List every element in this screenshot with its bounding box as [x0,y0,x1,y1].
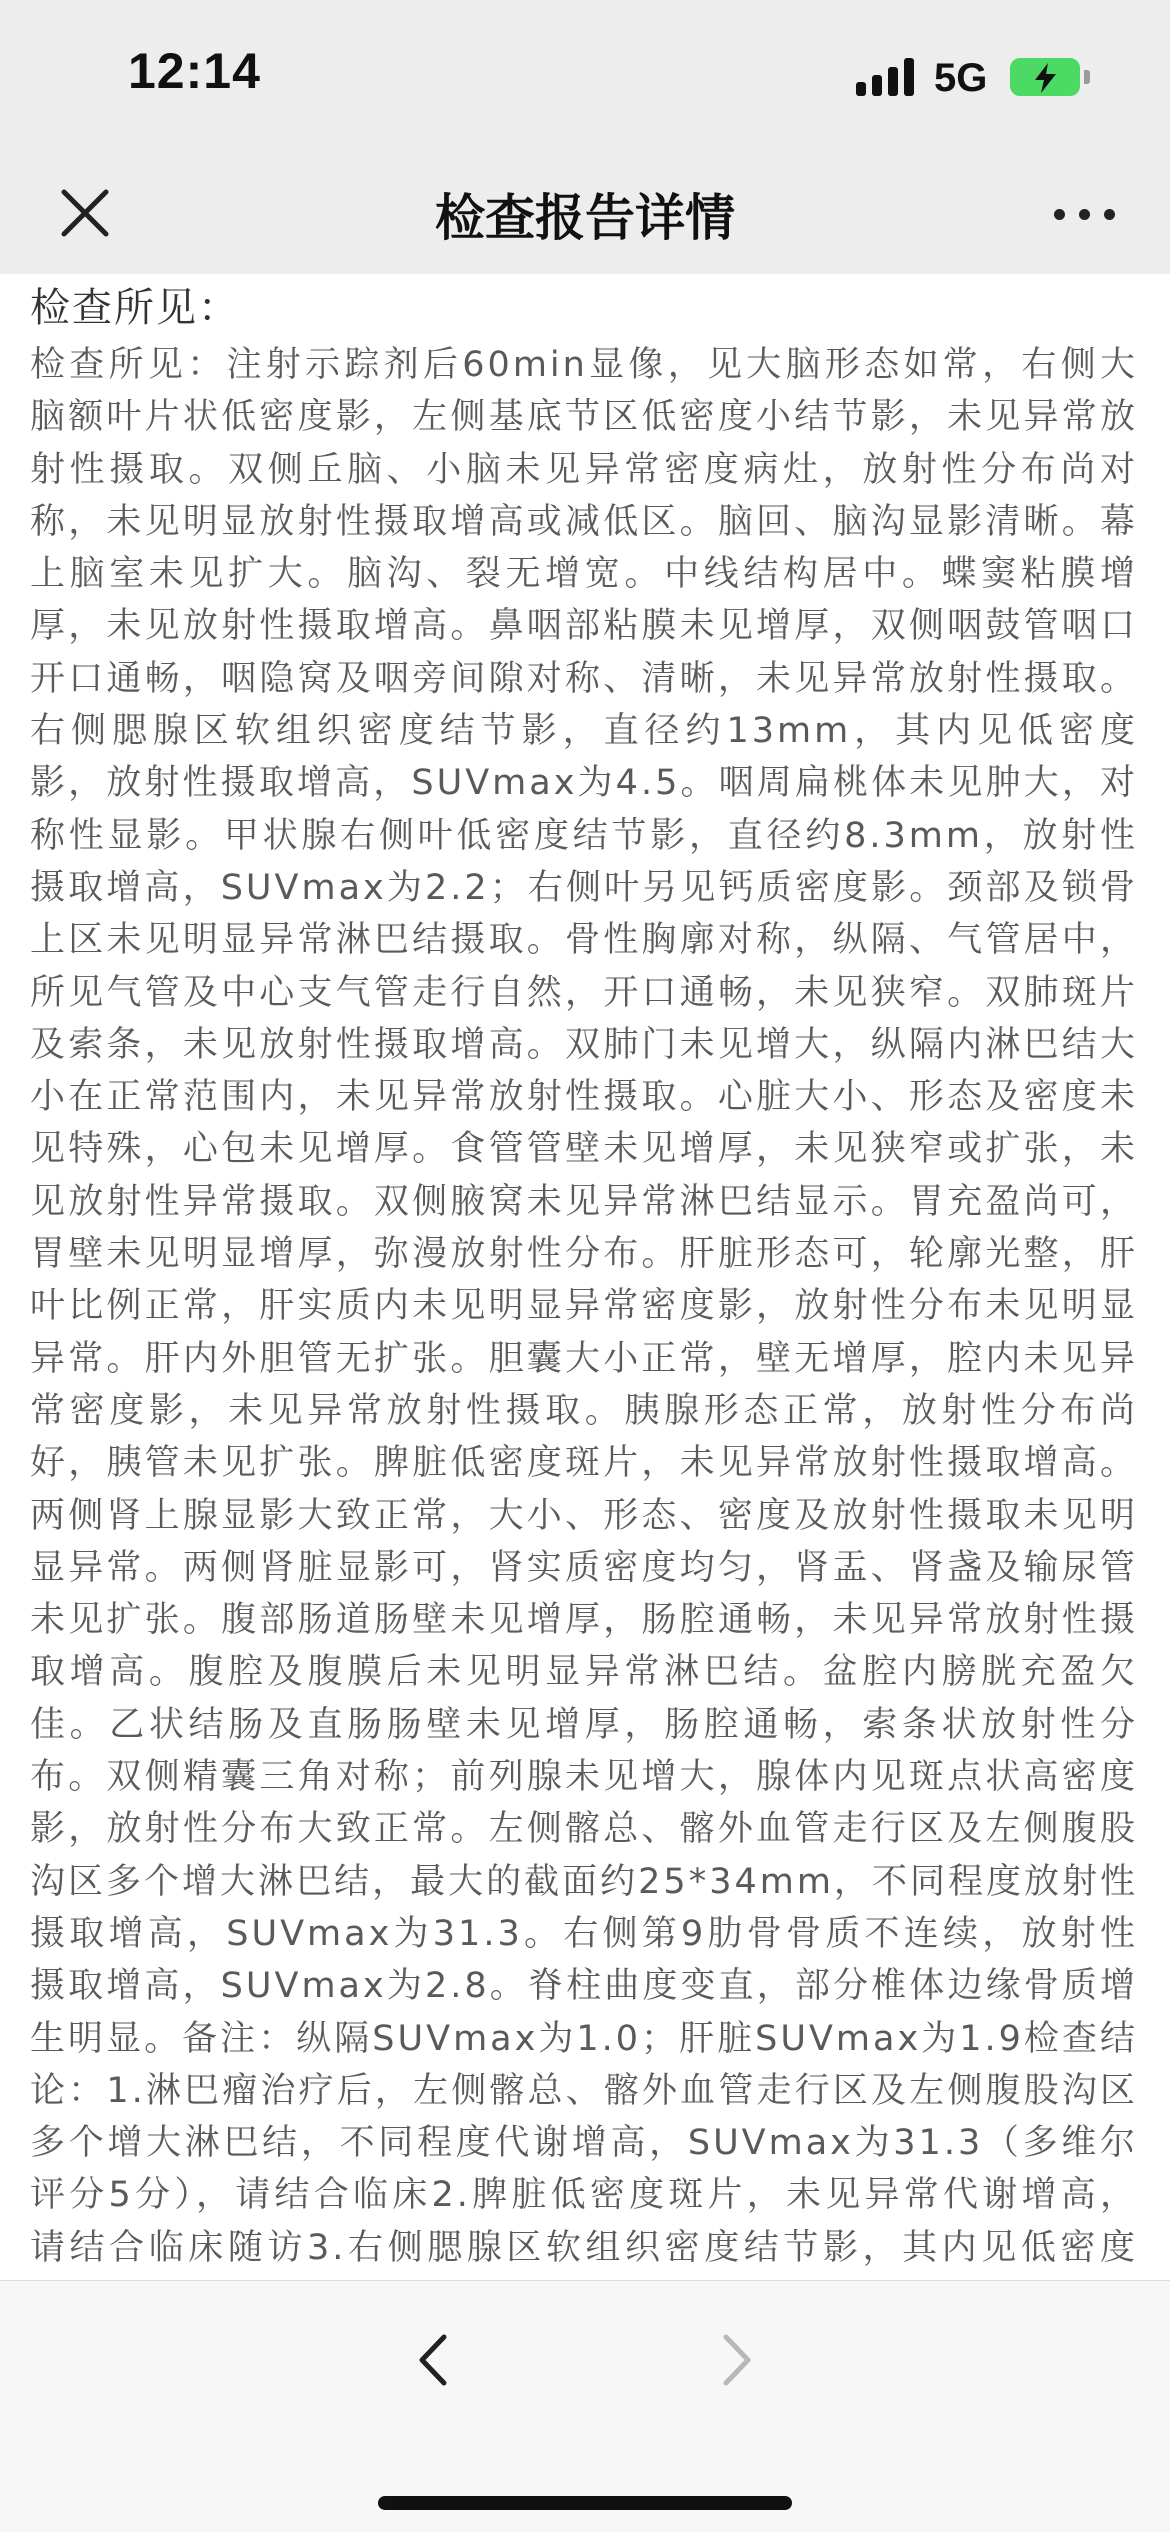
signal-icon [856,58,916,96]
network-type: 5G [934,56,988,100]
home-indicator[interactable] [378,2496,792,2510]
status-bar [0,0,1170,150]
back-button[interactable] [400,2325,470,2395]
battery-icon [1010,58,1080,96]
nav-bar [0,150,1170,274]
forward-button[interactable] [700,2325,770,2395]
report-content[interactable] [0,274,1170,2280]
chevron-right-icon [700,2325,770,2395]
status-time: 12:14 [128,43,261,99]
page-title: 检查报告详情 [435,189,735,247]
more-icon [1054,209,1065,220]
battery-tip [1084,70,1090,84]
more-button[interactable] [1050,194,1120,234]
bottom-toolbar [0,2280,1170,2532]
chevron-left-icon [400,2325,470,2395]
report-text: 检查所见：注射示踪剂后60min显像，见大脑形态如常，右侧大脑额叶片状低密度影，左侧基底节区低密度小结节影，未见异常放射性摄取。双侧丘脑、小脑未见异常密度病灶，放射性分布尚对称，未见明显放射性摄取增高或减低区。脑回、脑沟显影清晰。幕上脑室未见扩大。脑沟、裂无增宽。中线结构居中。蝶窦粘膜增厚，未见放射性摄取增高。鼻咽部粘膜未见增厚，双侧咽鼓管咽口开口通畅，咽隐窝及咽旁间隙对称、清晰，未见异常放射性摄取。右侧腮腺区软组织密度结节影，直径约13mm，其内见低密度影，放射性摄取增高，SUVmax为4.5。咽周扁桃体未见肿大，对称性显影。甲状腺右侧叶低密度结节影，直径约8.3mm，放射性摄取增高，SUVmax为2.2；右侧叶另见钙质密度影。颈部及锁骨上区未见明显异常淋巴结摄取。骨性胸廓对称，纵隔、气管居中，所见气管及中心支气管走行自然，开口通畅，未见狭窄。双肺斑片及索条，未见放射性摄取增高。双肺门未见增大，纵隔内淋巴结大小在正常范围内，未见异常放射性摄取。心脏大小、形态及密度未见特殊，心包未见增厚。食管管壁未见增厚，未见狭窄或扩张，未见放射性异常摄取。双侧腋窝未见异常淋巴结显示。胃充盈尚可，胃壁未见明显增厚，弥漫放射性分布。肝脏形态可，轮廓光整，肝叶比例正常，肝实质内未见明显异常密度影，放射性分布未见明显异常。肝内外胆管无扩张。胆囊大小正常，壁无增厚，腔内未见异常密度影，未见异常放射性摄取。胰腺形态正常，放射性分布尚好，胰管未见扩张。脾脏低密度斑片，未见异常放射性摄取增高。两侧肾上腺显影大致正常，大小、形态、密度及放射性摄取未见明显异常。两侧肾脏显影可，肾实质密度均匀，肾盂、肾盏及输尿管未见扩张。腹部肠道肠壁未见增厚，肠腔通畅，未见异常放射性摄取增高。腹腔及腹膜后未见明显异常淋巴结。盆腔内膀胱充盈欠佳。乙状结肠及直肠肠壁未见增厚，肠腔通畅，索条状放射性分布。双侧精囊三角对称；前列腺未见增大，腺体内见斑点状高密度影，放射性分布大致正常。左侧髂总、髂外血管走行区及左侧腹股沟区多个增大淋巴结，最大的截面约25*34mm，不同程度放射性摄取增高，SUVmax为31.3。右侧第9肋骨骨质不连续，放射性摄取增高，SUVmax为2.8。脊柱曲度变直，部分椎体边缘骨质增生明显。备注：纵隔SUVmax为1.0；肝脏SUVmax为1.9检查结论：1.淋巴瘤治疗后，左侧髂总、髂外血管走行区及左侧腹股沟区多个增大淋巴结，不同程度代谢增高，SUVmax为31.3（多维尔评分5分），请结合临床2.脾脏低密度斑片，未见异常代谢增高，请结合临床随访3.右侧腮腺区软组织密度结节影，其内见低密度 [30,345,1138,2268]
section-label: 检查所见： [30,285,240,331]
